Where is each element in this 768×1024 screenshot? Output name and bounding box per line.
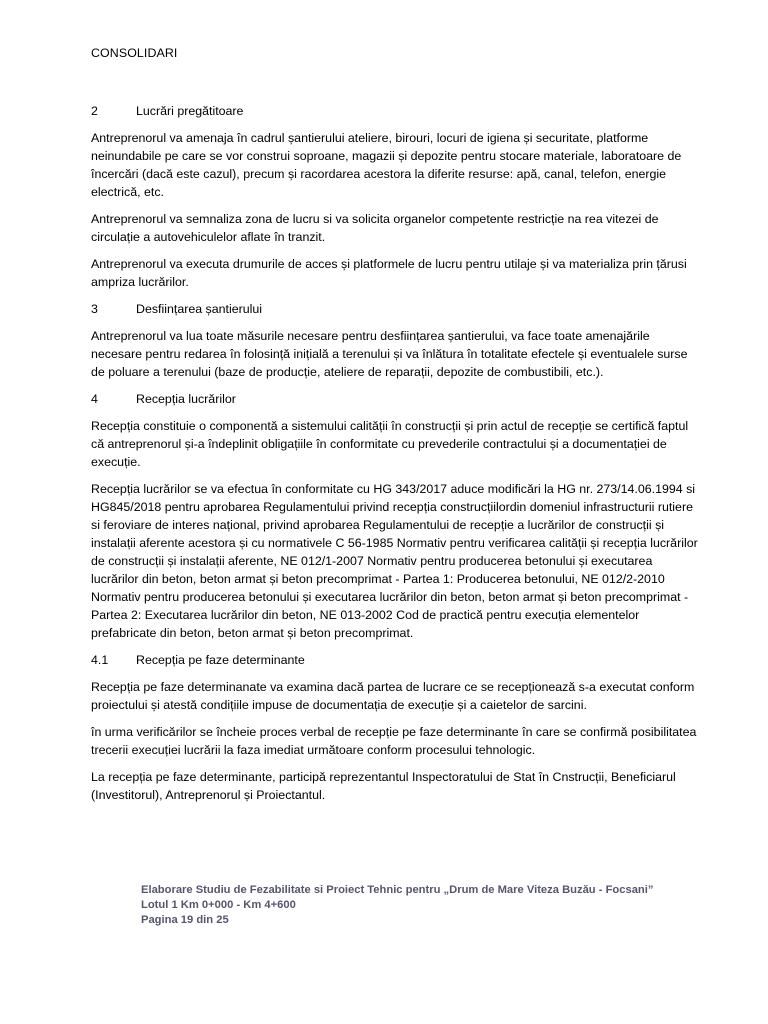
paragraph: Recepția constituie o componentă a sistemului calității în construcții și prin actul de recepție se certifică faptul că antreprenorul și-a îndeplinit obligațiile în conformitate cu prevederile contractului și a documentației de execuție. [91, 419, 689, 469]
section-heading [91, 102, 703, 120]
section-title: Lucrări pregătitoare [136, 104, 244, 118]
section-title: Recepția pe faze determinante [136, 653, 305, 667]
section-number: 3 [91, 302, 98, 316]
section-heading [91, 651, 703, 669]
paragraph: Antreprenorul va semnaliza zona de lucru si va solicita organelor competente restricție na rea vitezei de circulație a autovehiculelor aflate în tranzit. [91, 212, 659, 244]
section-number: 2 [91, 104, 98, 118]
section-heading [91, 300, 703, 318]
paragraph: Antreprenorul va amenaja în cadrul șantierului ateliere, birouri, locuri de igiena și securitate, platforme neinundabile pe care se vor construi soproane, magazii și depozite pentru stocare materiale, laboratoare de încercări (dacă este cazul), precum și racordarea acestora la diferite resurse: apă, canal, telefon, energie electrică, etc. [91, 131, 682, 199]
footer-project-title: Elaborare Studiu de Fezabilitate si Proiect Tehnic pentru „Drum de Mare Viteza Buzău - Focsani” [141, 884, 654, 896]
paragraph: în urma verificărilor se încheie proces verbal de recepție pe faze determinante în care se confirmă posibilitatea trecerii execuției lucrării la faza imediat următoare conform procesului tehnologic. [91, 725, 697, 757]
section-number: 4 [91, 392, 98, 406]
footer-lot: Lotul 1 Km 0+000 - Km 4+600 [141, 899, 296, 911]
paragraph: La recepția pe faze determinante, participă reprezentantul Inspectoratului de Stat în Cnstrucții, Beneficiarul (Investitorul), Antreprenorul și Proiectantul. [91, 770, 676, 802]
section-number: 4.1 [91, 653, 109, 667]
section-title: Desființarea șantierului [136, 302, 263, 316]
paragraph: Recepția pe faze determinanate va examina dacă partea de lucrare ce se recepționează s-a executat conform proiectului și atestă condițiile impuse de documentația de execuție și a caietelor de sarcini. [91, 680, 695, 712]
paragraph: Recepția lucrărilor se va efectua în conformitate cu HG 343/2017 aduce modificări la HG nr. 273/14.06.1994 si HG845/2018 pentru aprobarea Regulamentului privind recepția construcțiilordin domeniul infrastructurii rutiere si feroviare de interes național, privind aprobarea Regulamentului de recepție a lucrărilor de construcții și instalații aferente acestora și cu normativele C 56-1985 Normativ pentru verificarea calității și recepția lucrărilor de construcții și instalații aferente, NE 012/1-2007 Normativ pentru producerea betonului și executarea lucrărilor din beton, beton armat și beton precomprimat - Partea 1: Producerea betonului, NE 012/2-2010 Normativ pentru producerea betonului și executarea lucrărilor din beton, beton armat și beton precomprimat - Partea 2: Executarea lucrărilor din beton, NE 013-2002 Cod de practică pentru execuția elementelor prefabricate din beton, beton armat și beton precomprimat. [91, 482, 698, 640]
section-title: Recepția lucrărilor [136, 392, 236, 406]
document-body [91, 44, 703, 813]
footer-page-number: Pagina 19 din 25 [141, 914, 229, 926]
paragraph: Antreprenorul va executa drumurile de acces și platformele de lucru pentru utilaje și va materializa prin țărusi ampriza lucrărilor. [91, 257, 687, 289]
page-header: CONSOLIDARI [91, 46, 178, 60]
paragraph: Antreprenorul va lua toate măsurile necesare pentru desființarea șantierului, va face toate amenajările necesare pentru redarea în folosință inițială a terenului și va înlătura în totalitate efectele și eventualele surse de poluare a terenului (baze de producție, ateliere de reparații, depozite de combustibili, etc.). [91, 329, 688, 379]
page-footer [141, 883, 701, 928]
section-heading [91, 390, 703, 408]
